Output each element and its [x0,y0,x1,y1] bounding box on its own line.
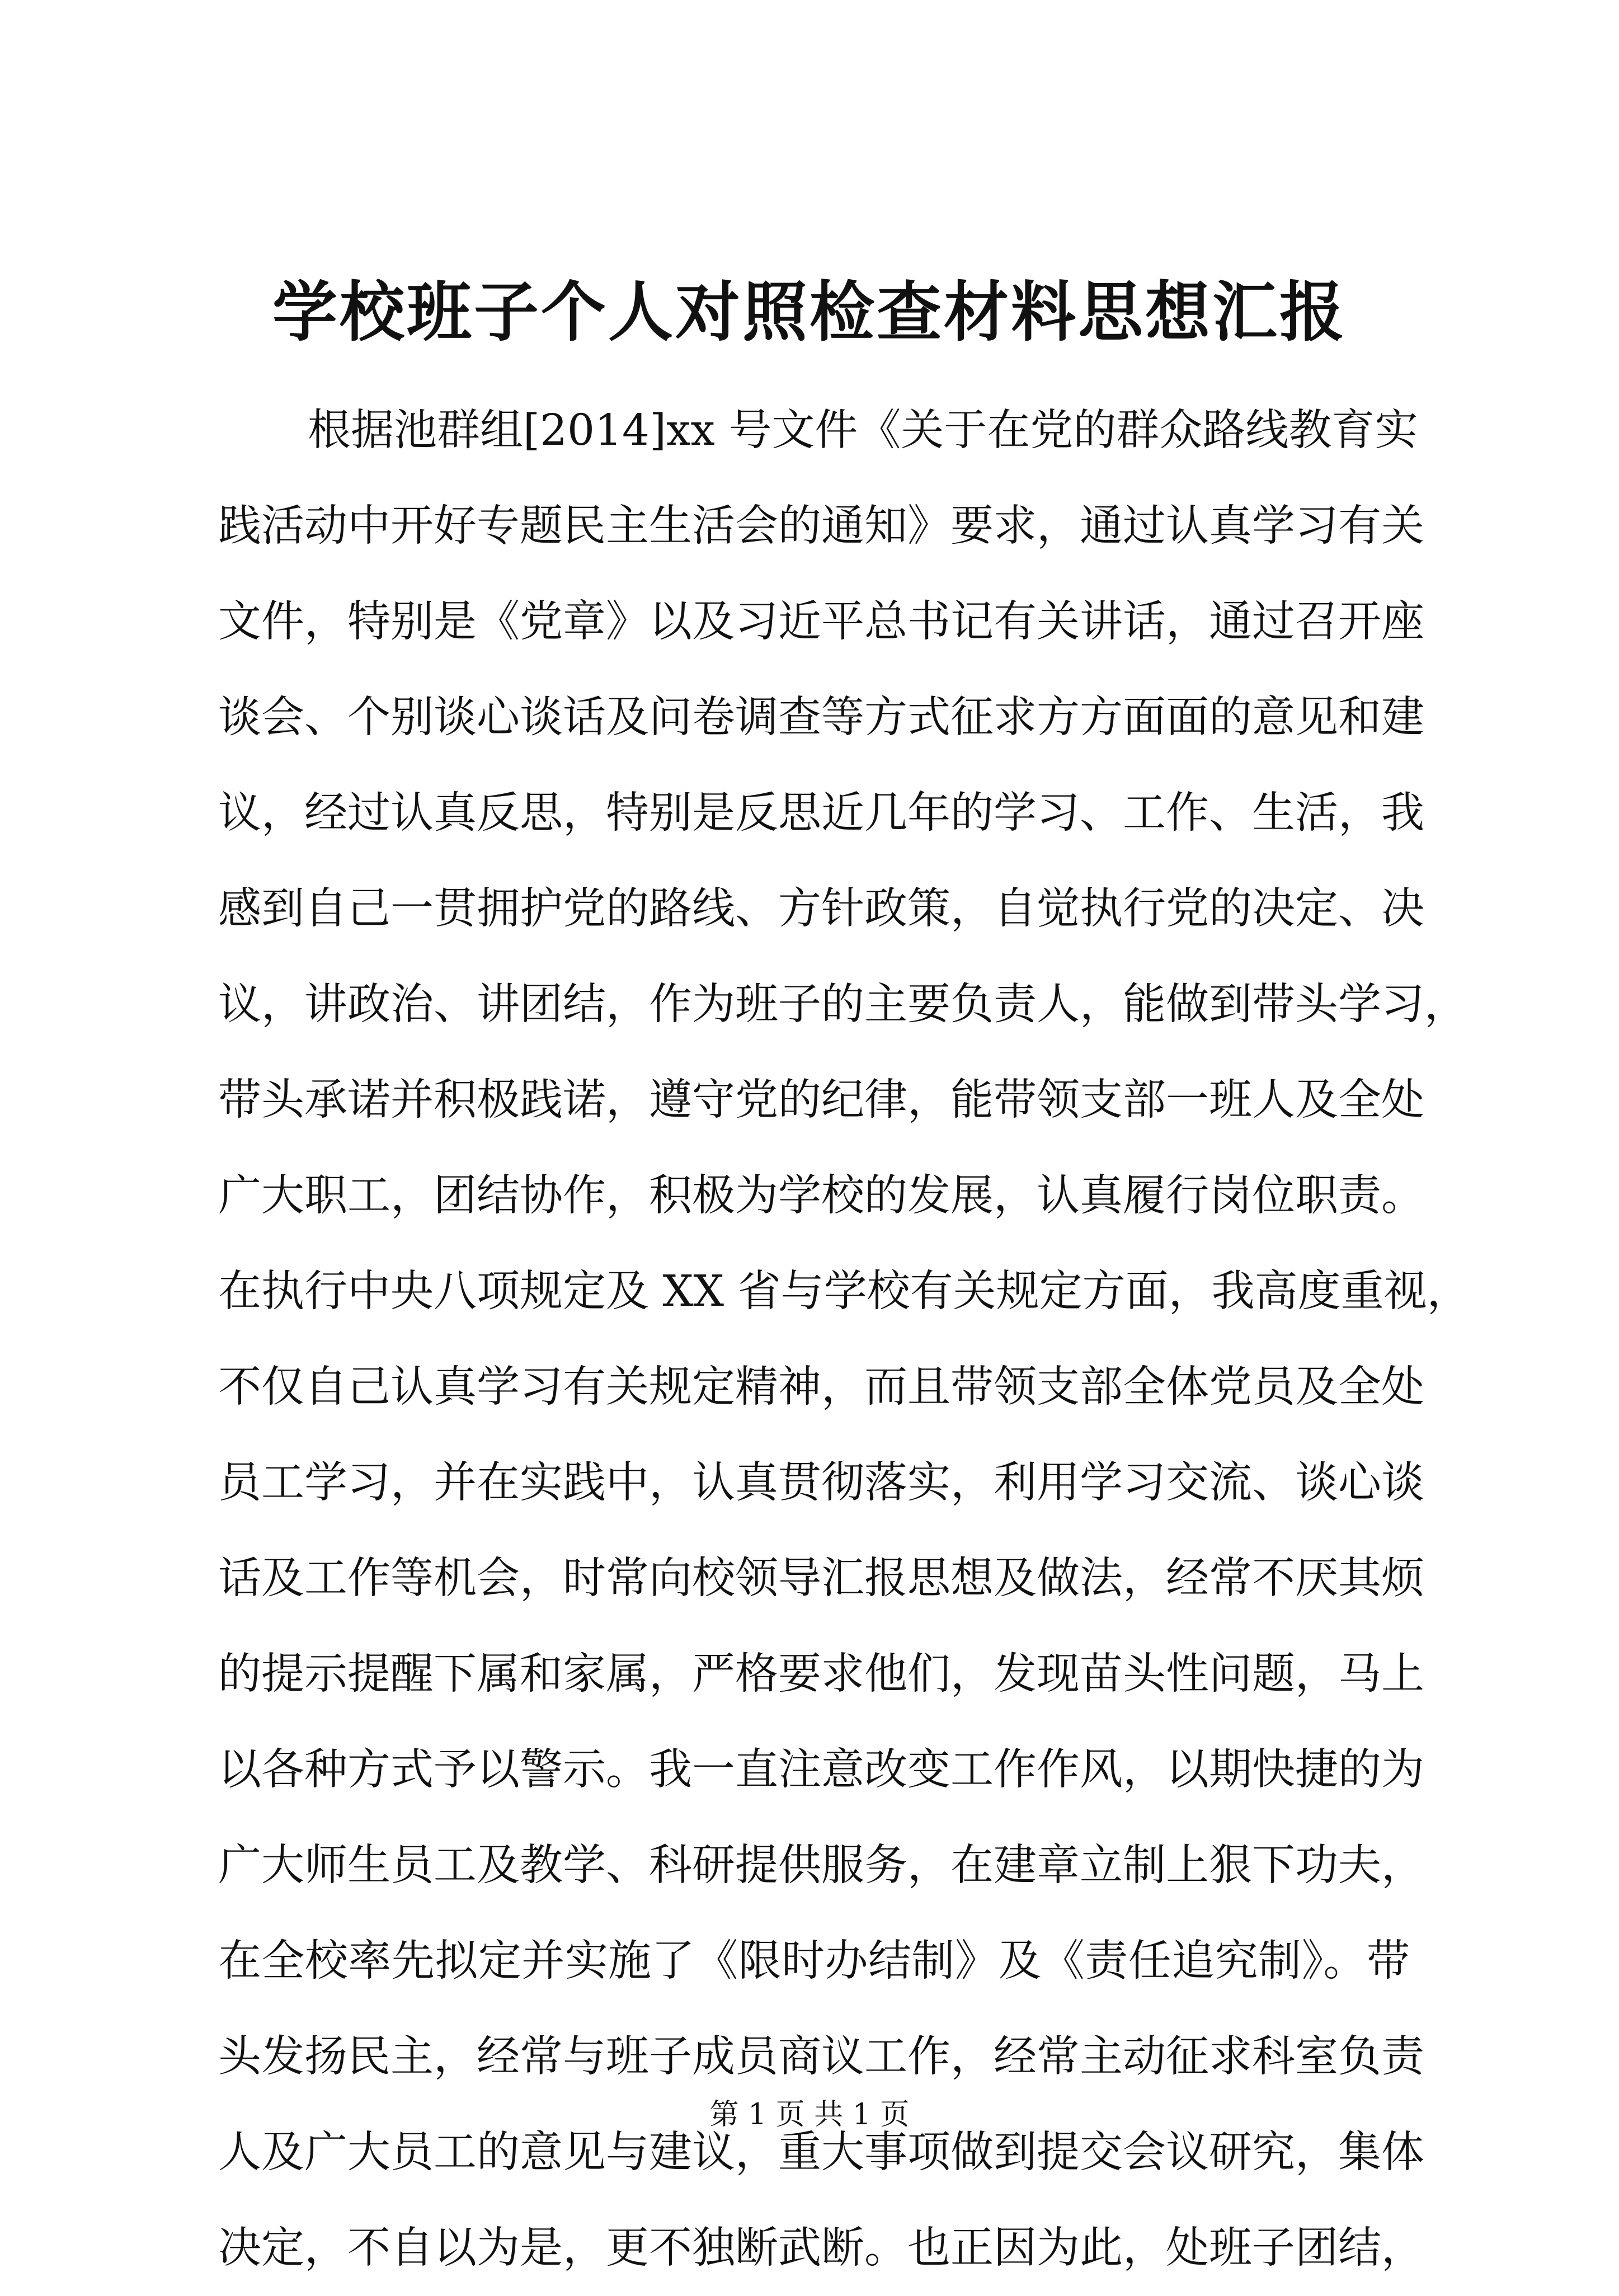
paragraph-line: 话及工作等机会，时常向校领导汇报思想及做法，经常不厌其烦 [218,1554,1424,1603]
paragraph-line: 在全校率先拟定并实施了《限时办结制》及《责任追究制》。带 [218,1936,1410,1986]
paragraph-line: 广大师生员工及教学、科研提供服务，在建章立制上狠下功夫， [218,1841,1424,1890]
paragraph-line: 根据池群组[2014]xx 号文件《关于在党的群众路线教育实 [308,406,1418,455]
paragraph-line: 以各种方式予以警示。我一直注意改变工作作风，以期快捷的为 [218,1745,1424,1795]
paragraph-line: 人及广大员工的意见与建议，重大事项做到提交会议研究，集体 [218,2128,1424,2177]
paragraph-line: 在执行中央八项规定及 XX 省与学校有关规定方面，我高度重视， [218,1267,1470,1316]
paragraph-line: 广大职工，团结协作，积极为学校的发展，认真履行岗位职责。 [218,1171,1424,1221]
paragraph-line: 议，经过认真反思，特别是反思近几年的学习、工作、生活，我 [218,788,1424,838]
paragraph-line: 谈会、个别谈心谈话及问卷调查等方式征求方方面面的意见和建 [218,693,1424,742]
document-title: 学校班子个人对照检查材料思想汇报 [272,274,1347,350]
paragraph-line: 的提示提醒下属和家属，严格要求他们，发现苗头性问题，马上 [218,1649,1424,1699]
page-number-footer: 第 1 页 共 1 页 [709,2098,910,2132]
paragraph-line: 议，讲政治、讲团结，作为班子的主要负责人，能做到带头学习， [218,980,1467,1029]
paragraph-line: 感到自己一贯拥护党的路线、方针政策，自觉执行党的决定、决 [218,884,1424,934]
paragraph-line: 文件，特别是《党章》以及习近平总书记有关讲话，通过召开座 [218,597,1424,647]
document-body [218,383,1470,2296]
paragraph-line: 带头承诺并积极践诺，遵守党的纪律，能带领支部一班人及全处 [218,1075,1424,1125]
paragraph-line: 员工学习，并在实践中，认真贯彻落实，利用学习交流、谈心谈 [218,1458,1424,1508]
paragraph-line: 不仅自己认真学习有关规定精神，而且带领支部全体党员及全处 [218,1362,1424,1412]
paragraph-line: 践活动中开好专题民主生活会的通知》要求，通过认真学习有关 [218,501,1424,551]
paragraph-line: 头发扬民主，经常与班子成员商议工作，经常主动征求科室负责 [218,2032,1424,2082]
paragraph-line: 决定，不自以为是，更不独断武断。也正因为此，处班子团结， [218,2223,1424,2273]
